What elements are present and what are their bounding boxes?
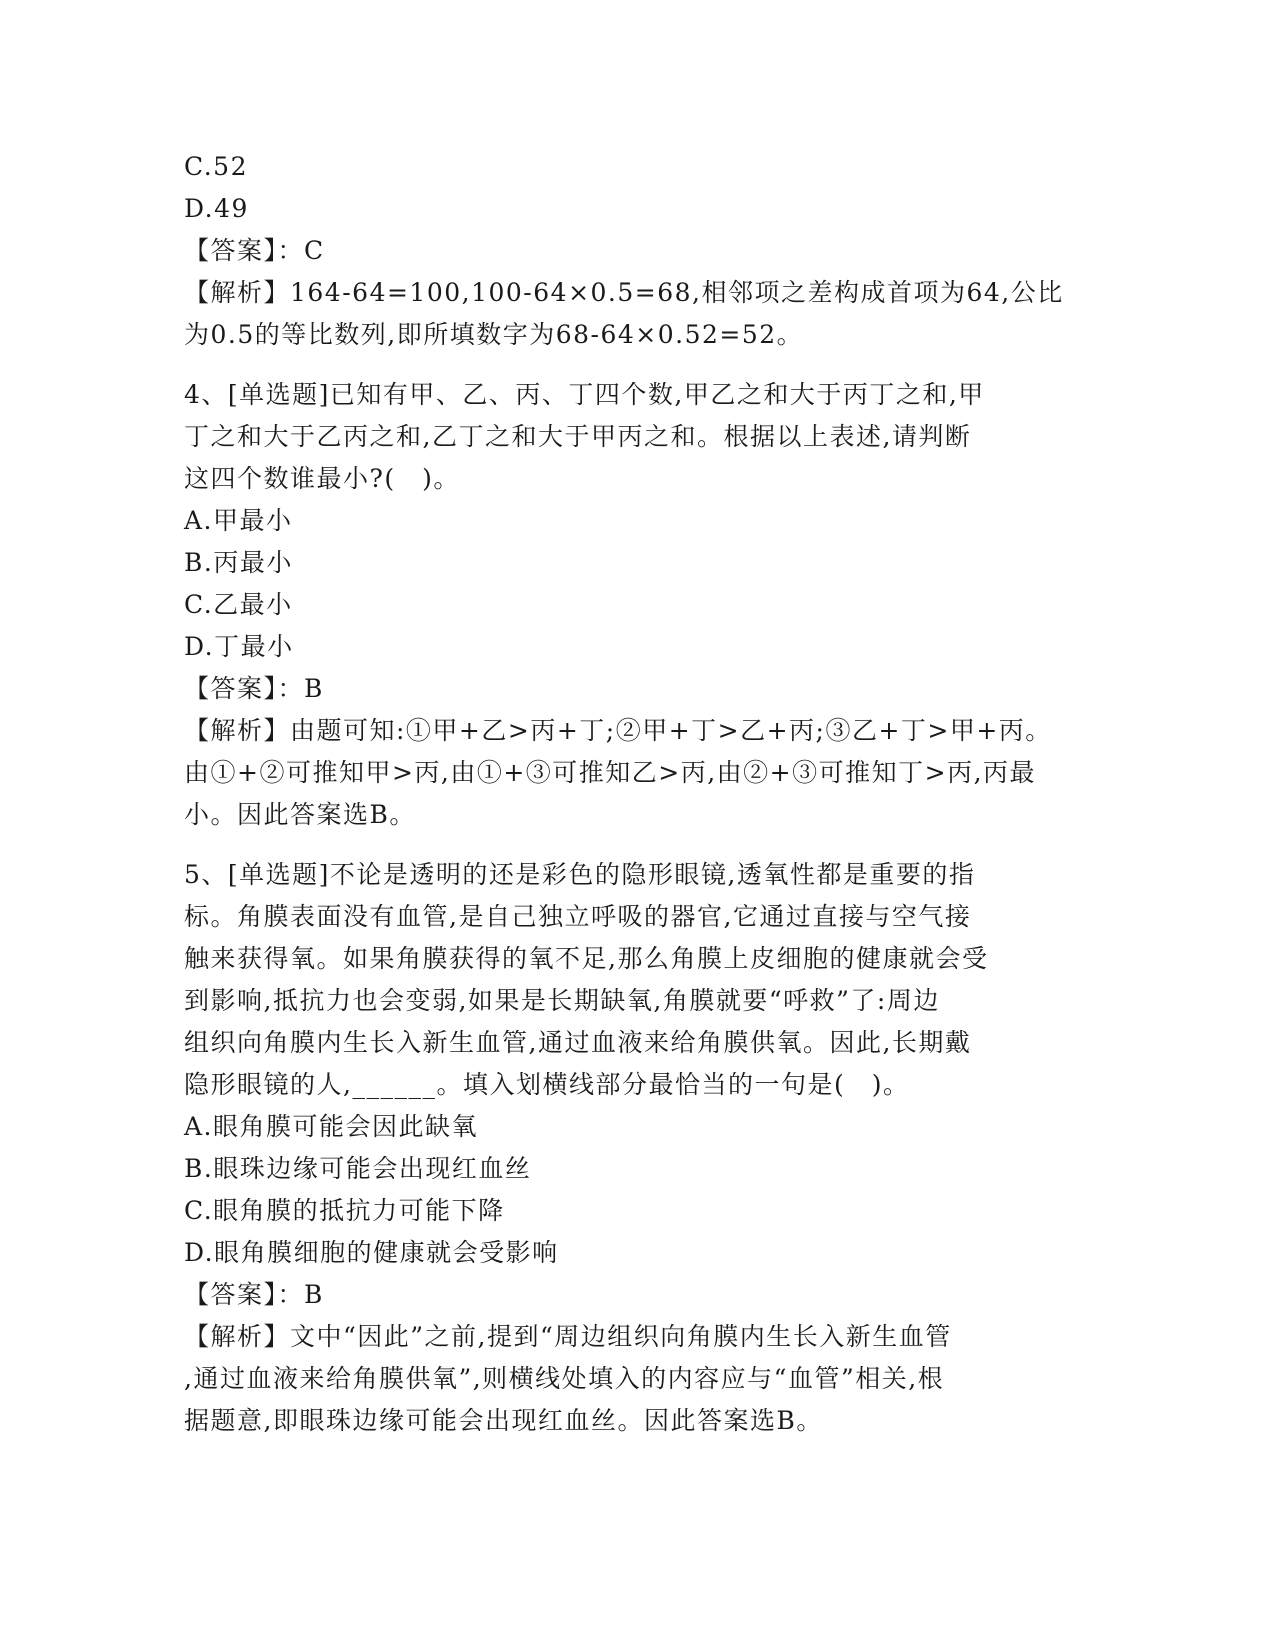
question-stem-line: 4、[单选题]已知有甲、乙、丙、丁四个数,甲乙之和大于丙丁之和,甲: [184, 380, 985, 409]
document-body: [184, 146, 1084, 1442]
analysis-line: 据题意,即眼珠边缘可能会出现红血丝。因此答案选B。: [184, 1406, 823, 1435]
analysis-line: 【解析】文中“因此”之前,提到“周边组织向角膜内生长入新生血管: [184, 1322, 952, 1351]
option-d: D.眼角膜细胞的健康就会受影响: [184, 1238, 559, 1267]
question-4: [184, 374, 1084, 836]
option-a: A.甲最小: [184, 506, 293, 535]
option-c: C.乙最小: [184, 590, 293, 619]
question-stem-line: 触来获得氧。如果角膜获得的氧不足,那么角膜上皮细胞的健康就会受: [184, 944, 989, 973]
answer-line: 【答案】：B: [184, 674, 324, 703]
option-a: A.眼角膜可能会因此缺氧: [184, 1112, 479, 1141]
analysis-line: 为0.5的等比数列,即所填数字为68-64×0.52=52。: [184, 320, 804, 349]
question-3-tail: [184, 146, 1084, 356]
question-stem-line: 到影响,抵抗力也会变弱,如果是长期缺氧,角膜就要“呼救”了:周边: [184, 986, 940, 1015]
question-stem-line: 这四个数谁最小?( )。: [184, 464, 460, 493]
question-stem-line: 丁之和大于乙丙之和,乙丁之和大于甲丙之和。根据以上表述,请判断: [184, 422, 972, 451]
option-b: B.眼珠边缘可能会出现红血丝: [184, 1154, 532, 1183]
answer-line: 【答案】：B: [184, 1280, 324, 1309]
option-d: D.49: [184, 194, 249, 223]
option-d: D.丁最小: [184, 632, 294, 661]
question-stem-line: 5、[单选题]不论是透明的还是彩色的隐形眼镜,透氧性都是重要的指: [184, 860, 976, 889]
option-c: C.52: [184, 152, 248, 181]
question-stem-line: 隐形眼镜的人,______。填入划横线部分最恰当的一句是( )。: [184, 1070, 910, 1099]
question-stem-line: 组织向角膜内生长入新生血管,通过血液来给角膜供氧。因此,长期戴: [184, 1028, 972, 1057]
analysis-line: 【解析】由题可知:①甲+乙>丙+丁;②甲+丁>乙+丙;③乙+丁>甲+丙。: [184, 716, 1052, 745]
question-5: [184, 854, 1084, 1442]
option-b: B.丙最小: [184, 548, 293, 577]
answer-line: 【答案】：C: [184, 236, 325, 265]
analysis-line: 由①+②可推知甲>丙,由①+③可推知乙>丙,由②+③可推知丁>丙,丙最: [184, 758, 1037, 787]
analysis-line: 小。因此答案选B。: [184, 800, 416, 829]
question-stem-line: 标。角膜表面没有血管,是自己独立呼吸的器官,它通过直接与空气接: [184, 902, 972, 931]
option-c: C.眼角膜的抵抗力可能下降: [184, 1196, 505, 1225]
analysis-line: 【解析】164-64=100,100-64×0.5=68,相邻项之差构成首项为64,公比: [184, 278, 1064, 307]
analysis-line: ,通过血液来给角膜供氧”,则横线处填入的内容应与“血管”相关,根: [184, 1364, 945, 1393]
